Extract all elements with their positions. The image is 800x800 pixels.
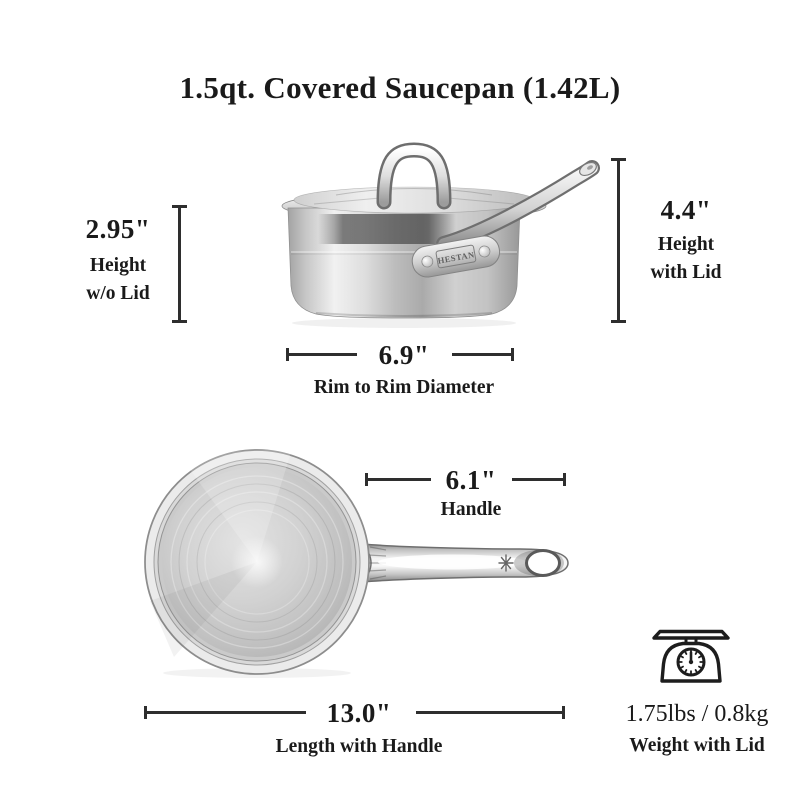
rim-diameter-line-right: [452, 353, 514, 356]
height-with-lid-line-bottom-cap: [611, 320, 626, 323]
weight-value: 1.75lbs / 0.8kg: [625, 701, 769, 727]
rim-diameter-value: 6.9": [378, 340, 430, 370]
total-length-line-right-tick: [562, 706, 565, 719]
height-no-lid-line: [178, 206, 181, 321]
handle-length-value: 6.1": [445, 465, 497, 495]
height-with-lid-label-1: Height: [657, 234, 715, 255]
height-with-lid-label-2: with Lid: [650, 262, 722, 283]
measurement-height-no-lid: [48, 212, 188, 308]
handle-length-line-right-tick: [563, 473, 566, 486]
height-no-lid-line-bottom-cap: [172, 320, 187, 323]
side-view-shadow: [292, 318, 516, 328]
pan-handle-top: [362, 544, 568, 582]
page-title: 1.5qt. Covered Saucepan (1.42L): [179, 70, 621, 105]
weight-label: Weight with Lid: [629, 735, 765, 756]
handle-length-label: Handle: [440, 499, 502, 520]
saucepan-side-view-image: [276, 140, 606, 330]
height-with-lid-line: [617, 159, 620, 321]
height-no-lid-label-2: w/o Lid: [86, 283, 150, 304]
rim-diameter-line-right-tick: [511, 348, 514, 361]
kitchen-scale-icon: [650, 627, 732, 683]
total-length-label: Length with Handle: [275, 736, 443, 757]
height-no-lid-label-1: Height: [89, 255, 147, 276]
total-length-line-left: [144, 711, 306, 714]
handle-length-line-right: [512, 478, 564, 481]
height-with-lid-value: 4.4": [660, 195, 712, 225]
handle-star-logo: [499, 555, 513, 571]
handle-length-line-left: [365, 478, 431, 481]
measurement-height-with-lid: [616, 193, 756, 287]
brand-embossing: HESTAN: [436, 249, 476, 266]
rim-diameter-label: Rim to Rim Diameter: [313, 377, 495, 398]
total-length-line-right: [416, 711, 564, 714]
total-length-value: 13.0": [326, 698, 392, 728]
height-no-lid-value: 2.95": [85, 214, 151, 244]
